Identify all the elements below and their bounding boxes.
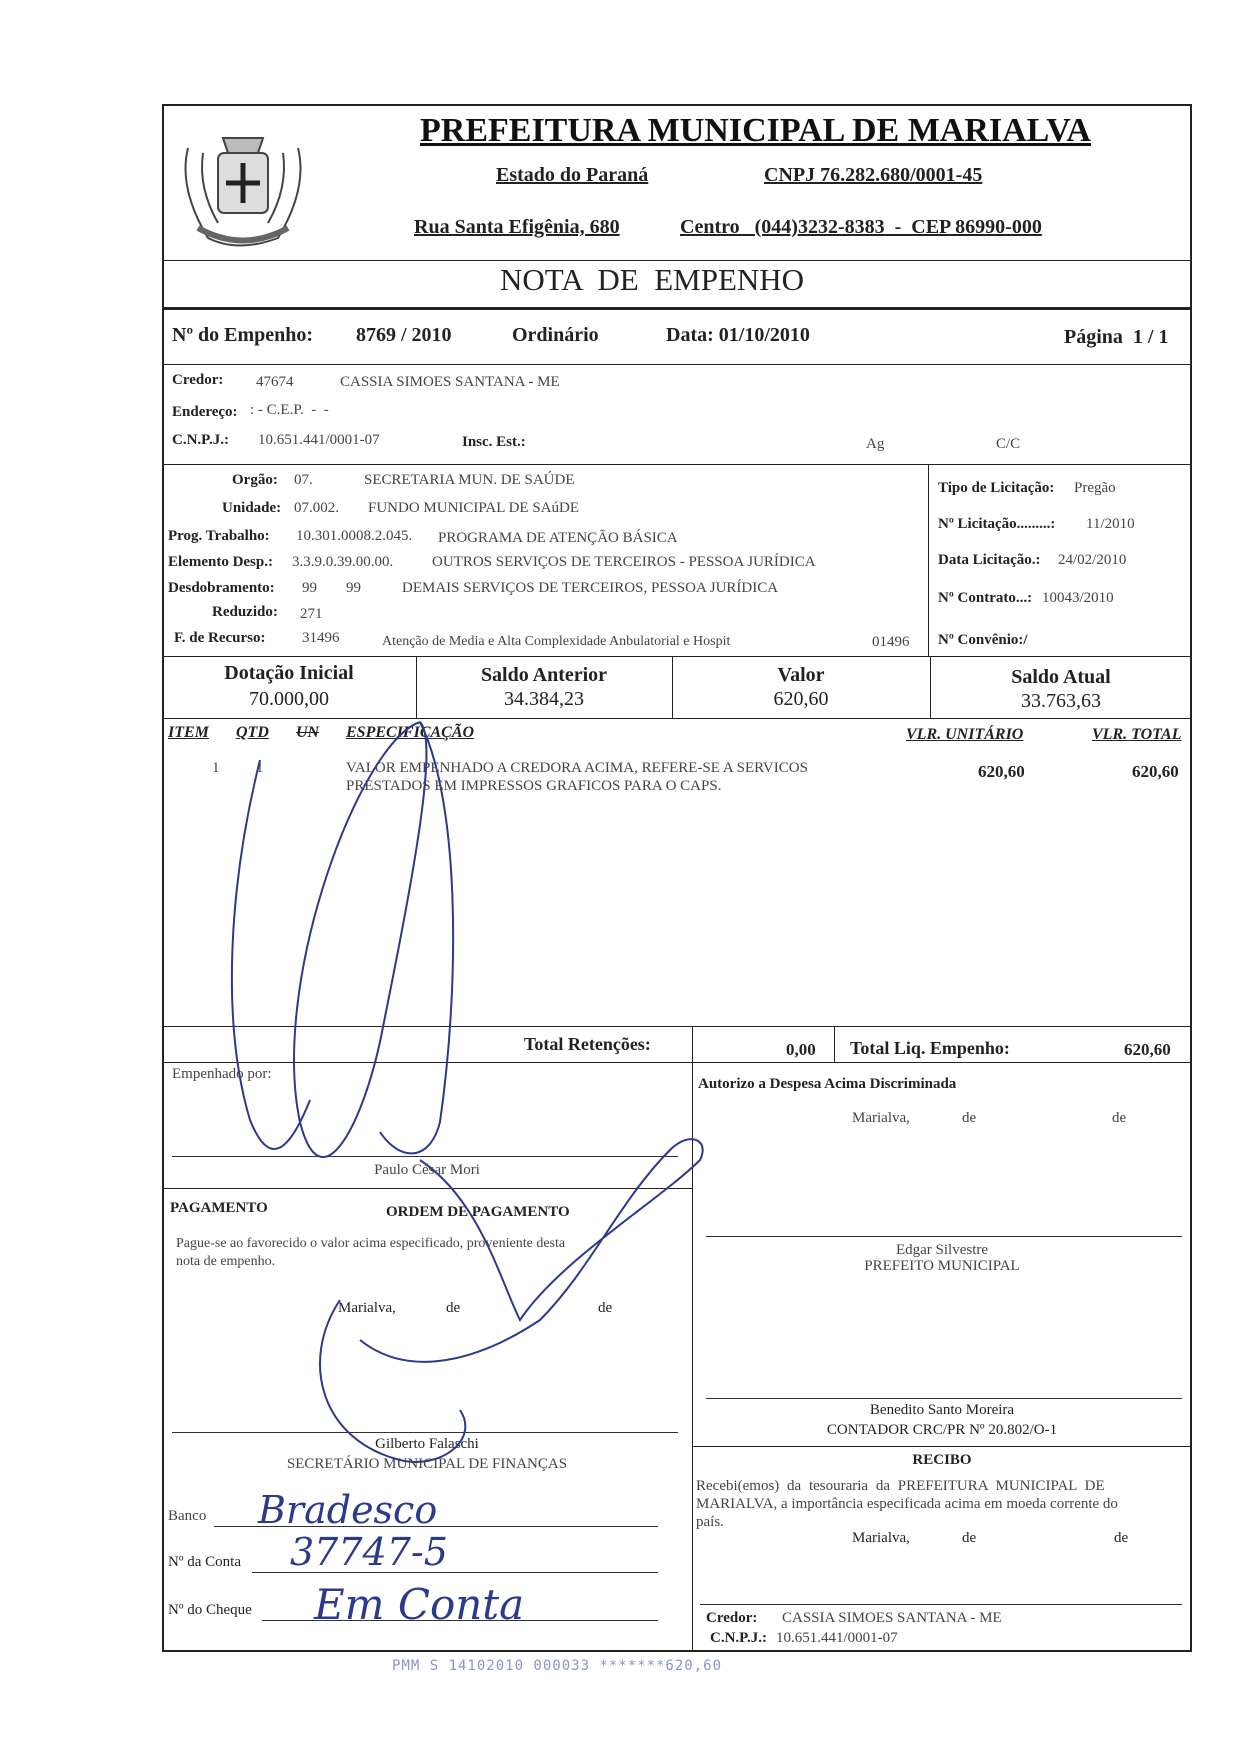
prog-desc: PROGRAMA DE ATENÇÃO BÁSICA — [438, 530, 678, 546]
col-especificacao: ESPECIFICAÇÃO — [346, 724, 475, 741]
ordem-label: ORDEM DE PAGAMENTO — [386, 1204, 570, 1220]
empenho-type: Ordinário — [512, 324, 599, 346]
licitacao-num-label: Nº Licitação.........: — [938, 516, 1056, 532]
empenhado-label: Empenhado por: — [172, 1066, 272, 1082]
dotacao-value: 70.000,00 — [249, 688, 329, 710]
endereco-value: : - C.E.P. - - — [250, 402, 329, 418]
licitacao-type-label: Tipo de Licitação: — [938, 480, 1055, 496]
empenho-number-label: Nº do Empenho: — [172, 324, 314, 346]
dotacao-label: Dotação Inicial — [224, 662, 354, 684]
handwritten-conta: 37747-5 — [290, 1530, 448, 1574]
contact-label: Centro (044)3232-8383 - CEP 86990-000 — [680, 216, 1042, 238]
recibo-credor-label: Credor: — [706, 1610, 758, 1626]
cnpj-label-credor: C.N.P.J.: — [172, 432, 229, 448]
recibo-de1: de — [962, 1530, 977, 1546]
col-item: ITEM — [168, 724, 209, 741]
autorizo-de1: de — [962, 1110, 977, 1126]
licitacao-num-value: 11/2010 — [1086, 516, 1135, 532]
col-unit-value: VLR. UNITÁRIO — [906, 726, 1024, 743]
anterior-value: 34.384,23 — [504, 688, 584, 710]
desd-desc: DEMAIS SERVIÇOS DE TERCEIROS, PESSOA JURÍDICA — [402, 580, 779, 596]
cc-label: C/C — [996, 436, 1021, 452]
atual-label: Saldo Atual — [1011, 666, 1111, 688]
desd-code1: 99 — [302, 580, 317, 596]
unidade-code: 07.002. — [294, 500, 339, 516]
accountant-title: CONTADOR CRC/PR Nº 20.802/O-1 — [826, 1422, 1058, 1438]
recibo-text2: MARIALVA, a importância especificada acima em moeda corrente do — [696, 1496, 1118, 1512]
col-qtd: QTD — [236, 724, 269, 741]
liq-label: Total Liq. Empenho: — [850, 1038, 1010, 1058]
row-desc-line1: VALOR EMPENHADO A CREDORA ACIMA, REFERE-SE A SERVICOS — [346, 760, 808, 776]
empenhado-name: Paulo César Mori — [374, 1162, 480, 1178]
recibo-credor-value: CASSIA SIMOES SANTANA - ME — [782, 1610, 1002, 1626]
prog-code: 10.301.0008.2.045. — [296, 528, 413, 544]
valor-label: Valor — [777, 664, 825, 686]
cnpj-label: CNPJ 76.282.680/0001-45 — [764, 164, 983, 186]
col-un: UN — [296, 724, 320, 741]
processing-stamp: PMM S 14102010 000033 *******620,60 — [392, 1658, 723, 1674]
accountant-name: Benedito Santo Moreira — [869, 1402, 1015, 1418]
recibo-de2: de — [1114, 1530, 1129, 1546]
recurso-label: F. de Recurso: — [174, 630, 266, 646]
row-qtd: 1 — [256, 760, 264, 776]
pagamento-de2: de — [598, 1300, 613, 1316]
document-title: NOTA DE EMPENHO — [500, 262, 805, 297]
orgao-code: 07. — [294, 472, 313, 488]
recurso-desc: Atenção de Media e Alta Complexidade Anbulatorial e Hospit — [382, 634, 731, 649]
retencoes-value: 0,00 — [786, 1040, 816, 1059]
desd-label: Desdobramento: — [168, 580, 275, 596]
autorizo-place: Marialva, — [852, 1110, 910, 1126]
credor-code: 47674 — [256, 374, 294, 390]
licitacao-type-value: Pregão — [1074, 480, 1116, 496]
pagamento-de1: de — [446, 1300, 461, 1316]
valor-value: 620,60 — [773, 688, 829, 710]
ag-label: Ag — [866, 436, 885, 452]
cheque-label: Nº do Cheque — [168, 1602, 252, 1618]
autorizo-de2: de — [1112, 1110, 1127, 1126]
elem-desc: OUTROS SERVIÇOS DE TERCEIROS - PESSOA JURÍDICA — [432, 554, 816, 570]
licitacao-date-value: 24/02/2010 — [1058, 552, 1127, 568]
row-total: 620,60 — [1132, 762, 1179, 781]
convenio-label: Nº Convênio:/ — [938, 632, 1028, 648]
page-title: PREFEITURA MUNICIPAL DE MARIALVA — [420, 112, 1091, 149]
licitacao-date-label: Data Licitação.: — [938, 552, 1041, 568]
recibo-label: RECIBO — [912, 1452, 972, 1468]
autorizo-label: Autorizo a Despesa Acima Discriminada — [698, 1076, 957, 1092]
elem-label: Elemento Desp.: — [168, 554, 273, 570]
pagamento-text2: nota de empenho. — [176, 1254, 276, 1269]
handwritten-banco: Bradesco — [258, 1488, 438, 1532]
insc-label: Insc. Est.: — [462, 434, 526, 450]
row-desc-line2: PRESTADOS EM IMPRESSOS GRAFICOS PARA O CAPS. — [346, 778, 722, 794]
state-label: Estado do Paraná — [496, 164, 649, 186]
empenho-number: 8769 / 2010 — [356, 324, 452, 346]
recurso-code2: 01496 — [872, 634, 910, 650]
contrato-value: 10043/2010 — [1042, 590, 1114, 606]
pagamento-place: Marialva, — [338, 1300, 396, 1316]
unidade-desc: FUNDO MUNICIPAL DE SAúDE — [368, 500, 579, 516]
page-number: Página 1 / 1 — [1064, 326, 1169, 348]
reduzido-label: Reduzido: — [212, 604, 278, 620]
row-item: 1 — [212, 760, 220, 776]
liq-value: 620,60 — [1124, 1040, 1171, 1059]
handwritten-cheque: Em Conta — [314, 1580, 525, 1629]
row-unit: 620,60 — [978, 762, 1025, 781]
credor-name: CASSIA SIMOES SANTANA - ME — [340, 374, 560, 390]
recibo-cnpj-label: C.N.P.J.: — [710, 1630, 767, 1646]
secretary-title: SECRETÁRIO MUNICIPAL DE FINANÇAS — [286, 1456, 568, 1472]
pagamento-text: Pague-se ao favorecido o valor acima especificado, proveniente desta — [176, 1236, 566, 1251]
orgao-desc: SECRETARIA MUN. DE SAÚDE — [364, 472, 575, 488]
contrato-label: Nº Contrato...: — [938, 590, 1033, 606]
retencoes-label: Total Retenções: — [524, 1034, 651, 1054]
empenho-date: Data: 01/10/2010 — [666, 324, 810, 346]
pagamento-label: PAGAMENTO — [170, 1200, 268, 1216]
recibo-place: Marialva, — [852, 1530, 910, 1546]
conta-label: Nº da Conta — [168, 1554, 241, 1570]
endereco-label: Endereço: — [172, 404, 238, 420]
elem-code: 3.3.9.0.39.00.00. — [292, 554, 394, 570]
mayor-name: Edgar Silvestre — [895, 1242, 989, 1258]
secretary-name: Gilberto Falaschi — [375, 1436, 479, 1452]
cnpj-value-credor: 10.651.441/0001-07 — [258, 432, 380, 448]
reduzido-value: 271 — [300, 606, 323, 622]
anterior-label: Saldo Anterior — [480, 664, 608, 686]
prog-label: Prog. Trabalho: — [168, 528, 270, 544]
atual-value: 33.763,63 — [1021, 690, 1101, 712]
mayor-title: PREFEITO MUNICIPAL — [864, 1258, 1020, 1274]
recurso-code: 31496 — [302, 630, 340, 646]
col-total-value: VLR. TOTAL — [1092, 726, 1182, 743]
desd-code2: 99 — [346, 580, 361, 596]
banco-label: Banco — [168, 1508, 207, 1524]
unidade-label: Unidade: — [222, 500, 282, 516]
recibo-text1: Recebi(emos) da tesouraria da PREFEITURA MUNICIPAL DE — [696, 1478, 1105, 1494]
address-label: Rua Santa Efigênia, 680 — [414, 216, 620, 238]
orgao-label: Orgão: — [232, 472, 278, 488]
credor-label: Credor: — [172, 372, 224, 388]
recibo-cnpj-value: 10.651.441/0001-07 — [776, 1630, 898, 1646]
recibo-text3: país. — [696, 1514, 724, 1530]
